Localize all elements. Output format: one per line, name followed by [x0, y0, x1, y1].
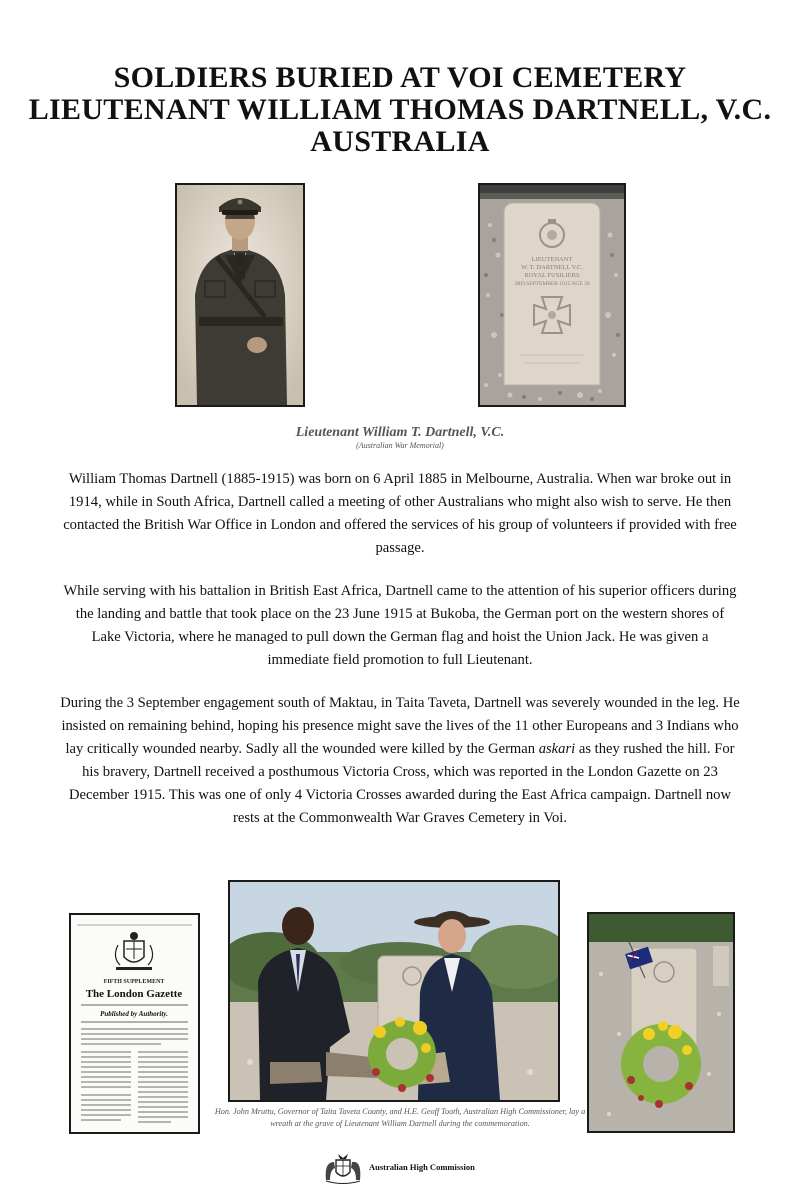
biography-paragraph-2: While serving with his battalion in British East Africa, Dartnell came to the attention of his superior officers during the landing and battle that took place on the 23 June 1915 at Bukoba, the German port on the western shores of Lake Victoria, where he managed to pull down the German flag and hoist the Union Jack. He was given a immediate field promotion to full Lieutenant. — [63, 583, 737, 668]
headstone-line-4: 3RD SEPTEMBER 1915 AGE 30 — [514, 281, 590, 287]
london-gazette-clipping — [69, 913, 200, 1134]
biography-paragraph-1: William Thomas Dartnell (1885-1915) was born on 6 April 1885 in Melbourne, Australia. When war broke out in 1914, while in South Africa, Dartnell called a meeting of other Australians who might also wish to serve. He then contacted the British War Office in London and offered the services of his group of volunteers if provided with free passage. — [63, 471, 737, 556]
ceremony-caption: Hon. John Mruttu, Governor of Taita Taveta County, and H.E. Geoff Tooth, Australian High Commissioner, lay a wreath at the grave of Lieutenant William Dartnell during the commemoration. — [214, 1107, 586, 1128]
paragraph-3-part-1: During the 3 September engagement south of Maktau, in Taita Taveta, Dartnell was severely wounded in the leg. He insisted on remaining behind, hoping his presence might save the lives of the 11 other Europeans and 3 Indians who lay critically wounded nearby. Sadly all the wounded were killed by the German — [60, 695, 740, 757]
ceremony-image — [230, 882, 558, 1100]
gazette-page-image — [71, 915, 198, 1132]
footer — [320, 1150, 500, 1186]
footer-label: Australian High Commission — [369, 1162, 475, 1172]
coat-of-arms-icon — [320, 1150, 366, 1186]
page-title — [0, 62, 800, 158]
title-line-2: LIEUTENANT WILLIAM THOMAS DARTNELL, V.C. — [28, 93, 772, 126]
headstone-line-3: ROYAL FUSILIERS — [524, 272, 580, 279]
headstone-line-1: LIEUTENANT — [531, 256, 573, 263]
soldier-portrait-image — [177, 185, 303, 405]
headstone-photo — [478, 183, 626, 407]
gazette-supplement: FIFTH SUPPLEMENT — [103, 979, 165, 985]
wreath-at-grave-photo — [587, 912, 735, 1133]
headstone-line-2: W. T. DARTNELL V.C. — [520, 264, 584, 271]
gazette-authority: Published by Authority. — [100, 1010, 168, 1018]
title-line-1: SOLDIERS BURIED AT VOI CEMETERY — [113, 61, 687, 94]
askari-term: askari — [538, 741, 576, 757]
biography-paragraph-3 — [60, 692, 740, 830]
portrait-photo — [175, 183, 305, 407]
wreath-image — [589, 914, 733, 1131]
title-line-3: AUSTRALIA — [310, 125, 490, 158]
portrait-caption: Lieutenant William T. Dartnell, V.C. — [295, 425, 505, 440]
paragraph-3-part-2: as they rushed the hill. For his bravery, Dartnell received a posthumous Victoria Cross, which was reported in the London Gazette on 23 December 1915. This was one of only 4 Victoria Crosses awarded during the East Africa campaign. Dartnell now rests at the Commonwealth War Graves Cemetery in Voi. — [68, 741, 735, 826]
wreath-ceremony-photo — [228, 880, 560, 1102]
biography-text — [60, 468, 740, 850]
portrait-credit: (Australian War Memorial) — [356, 441, 444, 450]
gazette-masthead: The London Gazette — [85, 988, 183, 1000]
headstone-image — [480, 185, 624, 405]
